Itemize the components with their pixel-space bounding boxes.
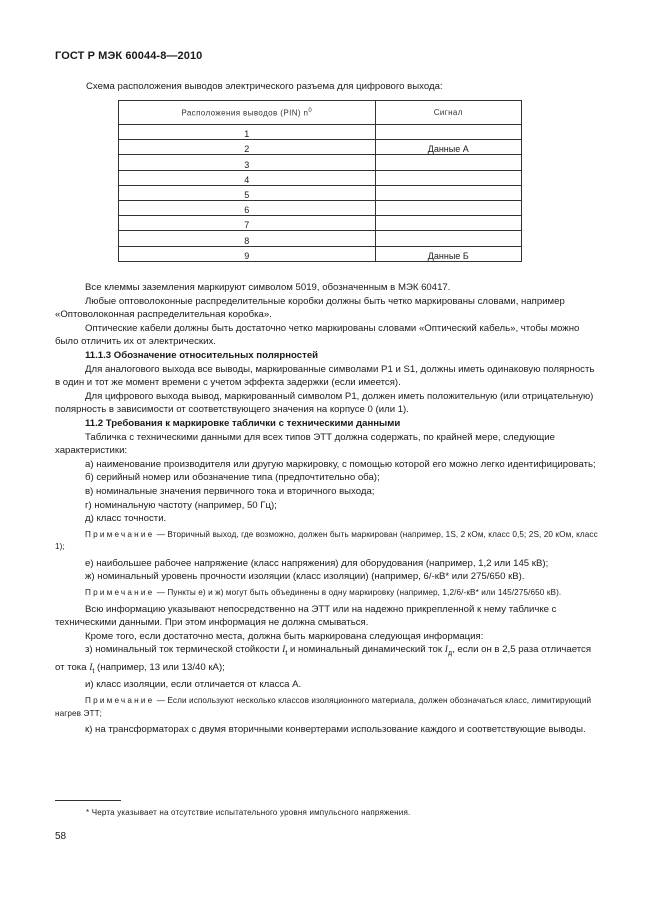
pin-cell: 5 <box>119 185 376 200</box>
signal-cell <box>375 170 521 185</box>
signal-cell: Данные Б <box>375 246 521 261</box>
footnote: * Черта указывает на отсутствие испытательного уровня импульсного напряжения. <box>86 808 411 817</box>
standard-header: ГОСТ Р МЭК 60044-8—2010 <box>55 50 203 62</box>
list-item: б) серийный номер или обозначение типа (предпочтительно оба); <box>85 472 380 484</box>
paragraph: Всю информацию указывают непосредственно на ЭТТ или на надежно прикрепленной к нему табличке с техническими данными. При этом информация не должна смываться. <box>55 603 557 629</box>
pin-table <box>118 100 522 262</box>
note <box>55 587 600 600</box>
section-heading: 11.2 Требования к маркировке таблички с техническими данными <box>85 417 401 429</box>
table-row <box>119 216 522 231</box>
list-item: в) номинальные значения первичного тока и вторичного выхода; <box>85 485 375 497</box>
section-heading: 11.1.3 Обозначение относительных полярностей <box>85 349 319 361</box>
list-item: а) наименование производителя или другую маркировку, с помощью которой его можно легко идентифицировать; <box>85 458 596 470</box>
note-label: Примечание <box>85 696 155 706</box>
table-row <box>119 170 522 185</box>
paragraph: Любые оптоволоконные распределительные коробки должны быть четко маркированы словами, например «Оптоволоконная распределительная коробка». <box>55 295 565 321</box>
pin-cell: 6 <box>119 200 376 215</box>
list-item: ж) номинальный уровень прочности изоляции (класс изоляции) (например, 6/-кВ* или 275/650 кВ). <box>85 571 525 583</box>
paragraph: Для цифрового выхода вывод, маркированный символом Р1, должен иметь положительную (или отрицательную) полярность в зависимости от соответствующего значения на корпусе 0 (или 1). <box>55 390 594 416</box>
table-row <box>119 125 522 140</box>
list-item: г) номинальную частоту (например, 50 Гц); <box>85 499 277 511</box>
pin-cell: 7 <box>119 216 376 231</box>
footnote-divider <box>55 800 121 801</box>
note-text: — Пункты е) и ж) могут быть объединены в одну маркировку (например, 1,2/6/-кВ* или 145/275/650 кВ). <box>156 588 562 598</box>
note-text: — Вторичный выход, где возможно, должен быть маркирован (например, 1S, 2 кОм, класс 0,5; 2S, 20 кОм, класс 1); <box>55 529 598 552</box>
pin-cell: 4 <box>119 170 376 185</box>
signal-cell <box>375 185 521 200</box>
table-row <box>119 155 522 170</box>
paragraph: Для аналогового выхода все выводы, маркированные символами Р1 и S1, должны иметь одинаковую полярность в один и тот же момент времени с учетом эффекта задержки (если имеется). <box>55 363 595 389</box>
table-intro: Схема расположения выводов электрического разъема для цифрового выхода: <box>86 81 443 92</box>
pin-cell: 1 <box>119 125 376 140</box>
list-item: з) номинальный ток термической стойкости $I_t$ и номинальный динамический ток $I_д$, если он в 2,5 раза отличается от тока $I_t$ (например, 13 или 13/40 кА); <box>55 644 592 675</box>
paragraph: Оптические кабели должны быть достаточно четко маркированы словами «Оптический кабель», чтобы можно было отличить их от электрических. <box>55 322 580 348</box>
pin-cell: 8 <box>119 231 376 246</box>
paragraph: Все клеммы заземления маркируют символом 5019, обозначенным в МЭК 60417. <box>85 282 451 293</box>
pin-cell: 9 <box>119 246 376 261</box>
list-item: д) класс точности. <box>85 513 167 525</box>
pin-column-header: Расположения выводов (PIN) $n^0$ <box>119 101 376 125</box>
list-item: и) класс изоляции, если отличается от класса А. <box>85 679 302 691</box>
pin-cell: 3 <box>119 155 376 170</box>
note-text: — Если используют несколько классов изоляционного материала, должен обозначаться класс, лимитирующий нагрев ЭТТ; <box>55 696 592 718</box>
table-row <box>119 231 522 246</box>
paragraph: Табличка с техническими данными для всех типов ЭТТ должна содержать, по крайней мере, следующие характеристики: <box>55 431 555 457</box>
table-header-row <box>119 101 522 125</box>
paragraph: Кроме того, если достаточно места, должна быть маркирована следующая информация: <box>85 630 484 642</box>
table-row <box>119 246 522 261</box>
note <box>55 695 600 720</box>
signal-cell: Данные А <box>375 140 521 155</box>
page-number: 58 <box>55 831 67 842</box>
signal-column-header: Сигнал <box>375 101 521 125</box>
body-text <box>55 281 600 737</box>
signal-cell <box>375 216 521 231</box>
note-label: Примечание <box>85 588 155 598</box>
note-label: Примечание <box>85 529 155 539</box>
pin-cell: 2 <box>119 140 376 155</box>
signal-cell <box>375 200 521 215</box>
signal-cell <box>375 231 521 246</box>
signal-cell <box>375 125 521 140</box>
list-item: е) наибольшее рабочее напряжение (класс напряжения) для оборудования (например, 1,2 или 145 кВ); <box>85 557 549 569</box>
list-item: к) на трансформаторах с двумя вторичными конвертерами использование каждого и соответствующие выводы. <box>85 724 586 736</box>
note <box>55 529 600 554</box>
signal-cell <box>375 155 521 170</box>
table-row <box>119 140 522 155</box>
table-row <box>119 185 522 200</box>
table-row <box>119 200 522 215</box>
